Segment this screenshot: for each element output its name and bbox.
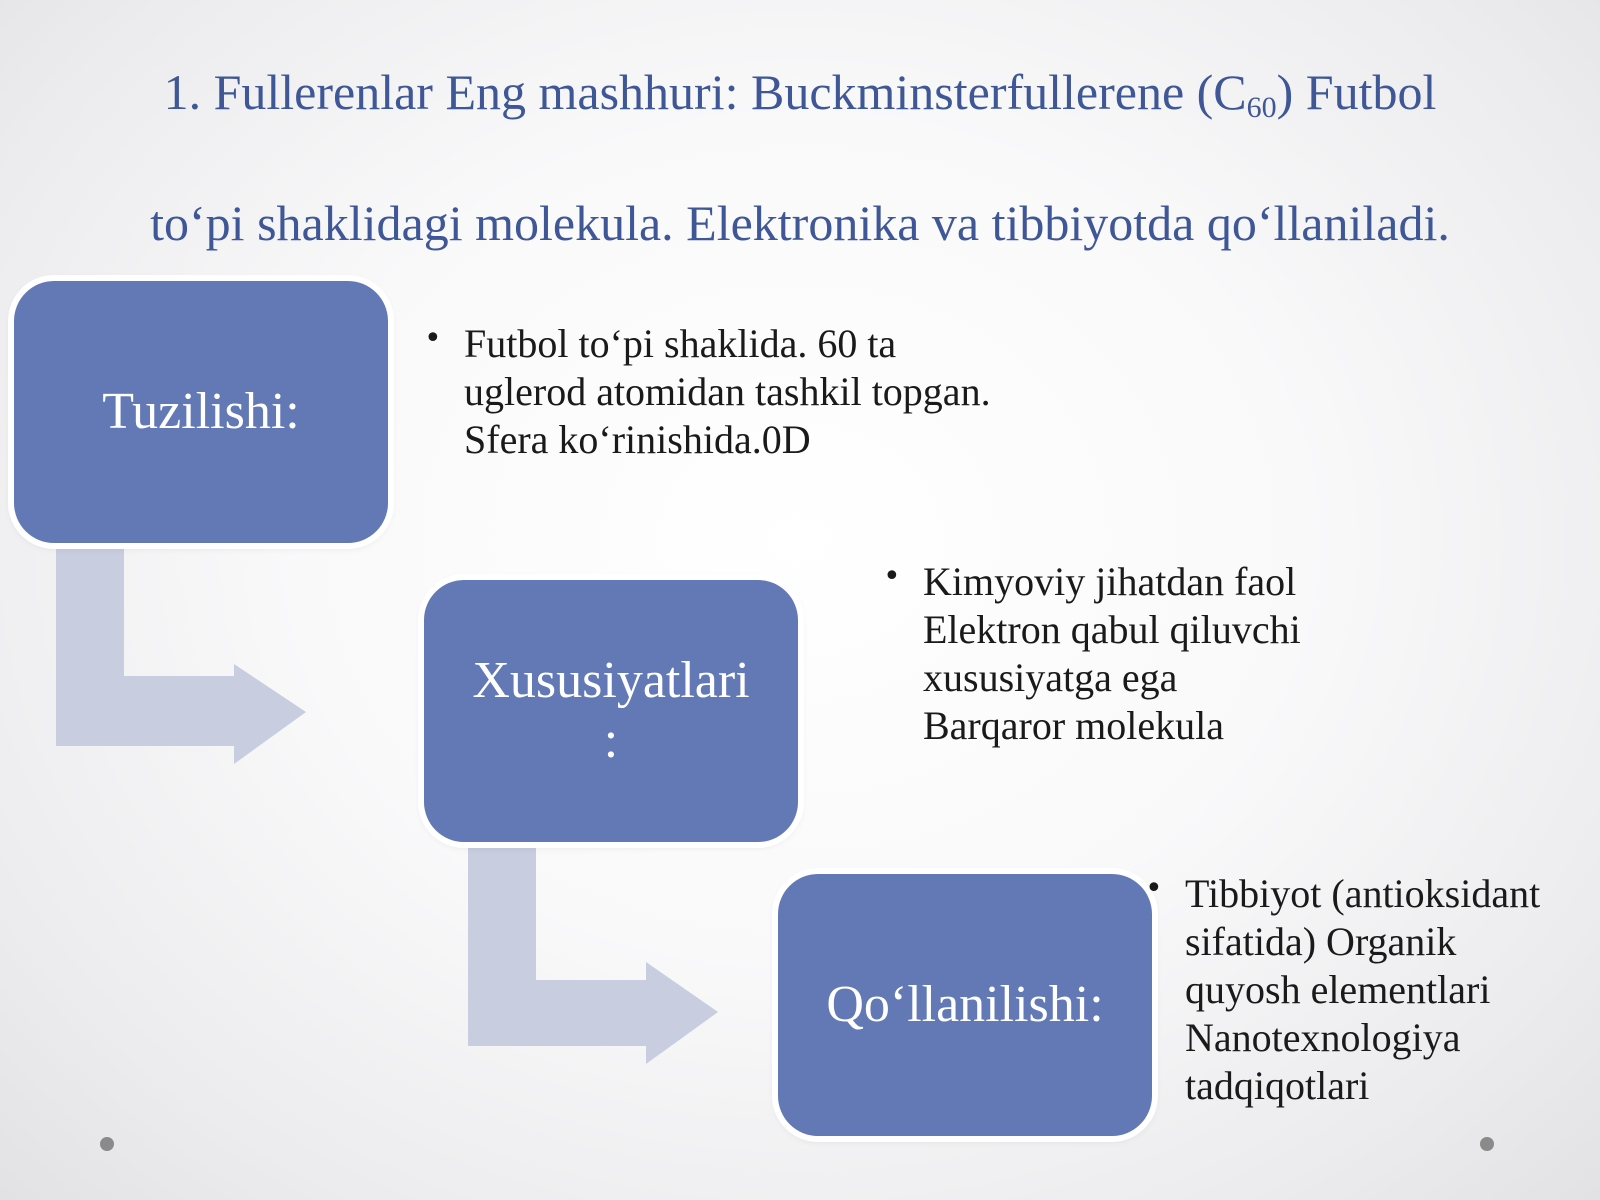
bent-arrow-1-shape — [56, 546, 306, 764]
bullet-text-line: Nanotexnologiya — [1185, 1015, 1461, 1060]
bullet-text-line: uglerod atomidan tashkil topgan. — [464, 369, 991, 414]
step-box-qollanilishi — [778, 874, 1152, 1136]
step-label-qollanilishi: Qo‘llanilishi: — [826, 976, 1104, 1033]
step-box-xususiyatlari — [424, 580, 798, 842]
title-text-part-1: 1. Fullerenlar Eng mashhuri: Buckminsterfullerene (C — [163, 64, 1247, 120]
slide-title-line-1 — [0, 62, 1600, 122]
decorative-dot-right — [1480, 1137, 1494, 1151]
step-box-tuzilishi — [14, 281, 388, 543]
bullet-list-xususiyatlari — [883, 558, 1403, 750]
slide-title-line-2: to‘pi shaklidagi molekula. Elektronika va tibbiyotda qo‘llaniladi. — [150, 195, 1450, 251]
step-label-xususiyatlari-line-2: : — [603, 712, 619, 769]
decorative-dot-left — [100, 1137, 114, 1151]
step-label-tuzilishi: Tuzilishi: — [102, 383, 300, 440]
step-label-xususiyatlari — [472, 651, 749, 771]
bullet-text-line: sifatida) Organik — [1185, 919, 1457, 964]
bullet-text-line: Barqaror molekula — [923, 703, 1224, 748]
bullet-text-line: Kimyoviy jihatdan faol — [923, 559, 1297, 604]
bullet-item — [1145, 870, 1595, 1110]
bent-arrow-1 — [56, 546, 306, 766]
bent-arrow-2-shape — [468, 846, 718, 1064]
bullet-text-line: Futbol to‘pi shaklida. 60 ta — [464, 321, 897, 366]
bullet-text-line: tadqiqotlari — [1185, 1063, 1370, 1108]
bullet-dot-icon: • — [1145, 871, 1163, 906]
bullet-list-tuzilishi — [424, 320, 1104, 464]
bullet-item — [883, 558, 1403, 750]
bullet-item — [424, 320, 1104, 464]
title-subscript: 60 — [1246, 91, 1277, 124]
bullet-text-line: xususiyatga ega — [923, 655, 1178, 700]
bullet-dot-icon: • — [424, 321, 442, 356]
bullet-list-qollanilishi — [1145, 870, 1595, 1110]
bullet-text-line: Tibbiyot (antioksidant — [1185, 871, 1541, 916]
bullet-text-line: Sfera ko‘rinishida.0D — [464, 417, 811, 462]
title-text-part-2: ) Futbol — [1276, 64, 1437, 120]
bullet-text-line: quyosh elementlari — [1185, 967, 1491, 1012]
bullet-dot-icon: • — [883, 559, 901, 594]
step-label-xususiyatlari-line-1: Xususiyatlari — [472, 652, 750, 709]
bent-arrow-2 — [468, 846, 718, 1066]
bullet-text-line: Elektron qabul qiluvchi — [923, 607, 1301, 652]
